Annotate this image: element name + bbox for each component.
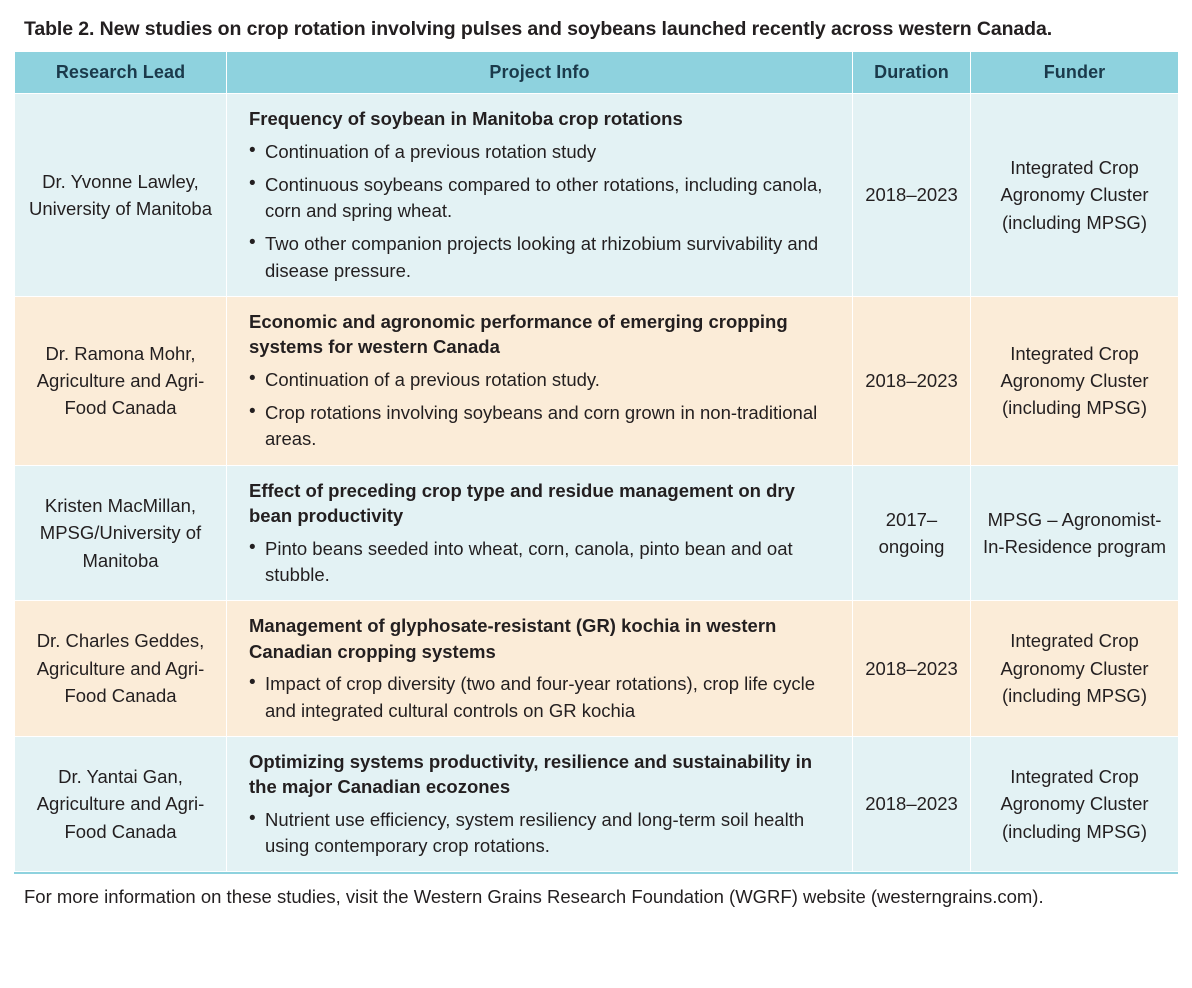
project-bullets	[249, 536, 838, 589]
list-item: • Continuation of a previous rotation study.	[249, 367, 838, 393]
list-item: • Two other companion projects looking at rhizobium survivability and disease pressure.	[249, 231, 838, 284]
cell-duration: 2018–2023	[853, 94, 971, 297]
cell-funder: Integrated Crop Agronomy Cluster (including MPSG)	[971, 601, 1179, 737]
project-bullets	[249, 367, 838, 453]
cell-research-lead: Dr. Charles Geddes, Agriculture and Agri-Food Canada	[15, 601, 227, 737]
cell-duration: 2018–2023	[853, 736, 971, 872]
project-bullets	[249, 139, 838, 284]
project-bullets	[249, 671, 838, 724]
cell-project-info	[227, 601, 853, 737]
project-title: Optimizing systems productivity, resilience and sustainability in the major Canadian ecozones	[249, 750, 813, 798]
table-caption: Table 2. New studies on crop rotation involving pulses and soybeans launched recently across western Canada.	[24, 18, 1053, 40]
project-title: Effect of preceding crop type and residue management on dry bean productivity	[249, 479, 795, 527]
project-title: Frequency of soybean in Manitoba crop rotations	[249, 108, 683, 129]
project-bullets	[249, 807, 838, 860]
cell-funder: Integrated Crop Agronomy Cluster (including MPSG)	[971, 296, 1179, 465]
table-row	[15, 601, 1179, 737]
project-title: Management of glyphosate-resistant (GR) kochia in western Canadian cropping systems	[249, 615, 777, 662]
studies-table	[14, 51, 1179, 872]
list-item: • Continuation of a previous rotation study	[249, 139, 838, 165]
cell-duration: 2018–2023	[853, 296, 971, 465]
column-header-project-info: Project Info	[227, 52, 853, 94]
cell-research-lead: Dr. Yvonne Lawley, University of Manitoba	[15, 94, 227, 297]
cell-research-lead: Kristen MacMillan, MPSG/University of Manitoba	[15, 465, 227, 601]
cell-duration: 2017– ongoing	[853, 465, 971, 601]
table-row	[15, 296, 1179, 465]
list-item: • Continuous soybeans compared to other rotations, including canola, corn and spring wheat.	[249, 172, 838, 225]
cell-research-lead: Dr. Yantai Gan, Agriculture and Agri-Food Canada	[15, 736, 227, 872]
cell-funder: MPSG – Agronomist-In-Residence program	[971, 465, 1179, 601]
cell-research-lead: Dr. Ramona Mohr, Agriculture and Agri-Food Canada	[15, 296, 227, 465]
cell-duration: 2018–2023	[853, 601, 971, 737]
cell-funder: Integrated Crop Agronomy Cluster (including MPSG)	[971, 736, 1179, 872]
table-header	[15, 52, 1179, 94]
cell-project-info	[227, 736, 853, 872]
cell-project-info	[227, 465, 853, 601]
table-row	[15, 465, 1179, 601]
list-item: • Nutrient use efficiency, system resiliency and long-term soil health using contemporary crop rotations.	[249, 807, 838, 860]
cell-funder: Integrated Crop Agronomy Cluster (including MPSG)	[971, 94, 1179, 297]
table-row	[15, 94, 1179, 297]
list-item: • Impact of crop diversity (two and four-year rotations), crop life cycle and integrated cultural controls on GR kochia	[249, 671, 838, 724]
header-row	[15, 52, 1179, 94]
cell-project-info	[227, 296, 853, 465]
list-item: • Crop rotations involving soybeans and corn grown in non-traditional areas.	[249, 400, 838, 453]
column-header-research-lead: Research Lead	[15, 52, 227, 94]
table-body	[15, 94, 1179, 872]
column-header-funder: Funder	[971, 52, 1179, 94]
list-item: • Pinto beans seeded into wheat, corn, canola, pinto bean and oat stubble.	[249, 536, 838, 589]
table-footnote: For more information on these studies, visit the Western Grains Research Foundation (WGRF) website (westerngrains.com).	[24, 886, 1044, 908]
cell-project-info	[227, 94, 853, 297]
column-header-duration: Duration	[853, 52, 971, 94]
project-title: Economic and agronomic performance of emerging cropping systems for western Canada	[249, 310, 788, 358]
table-row	[15, 736, 1179, 872]
